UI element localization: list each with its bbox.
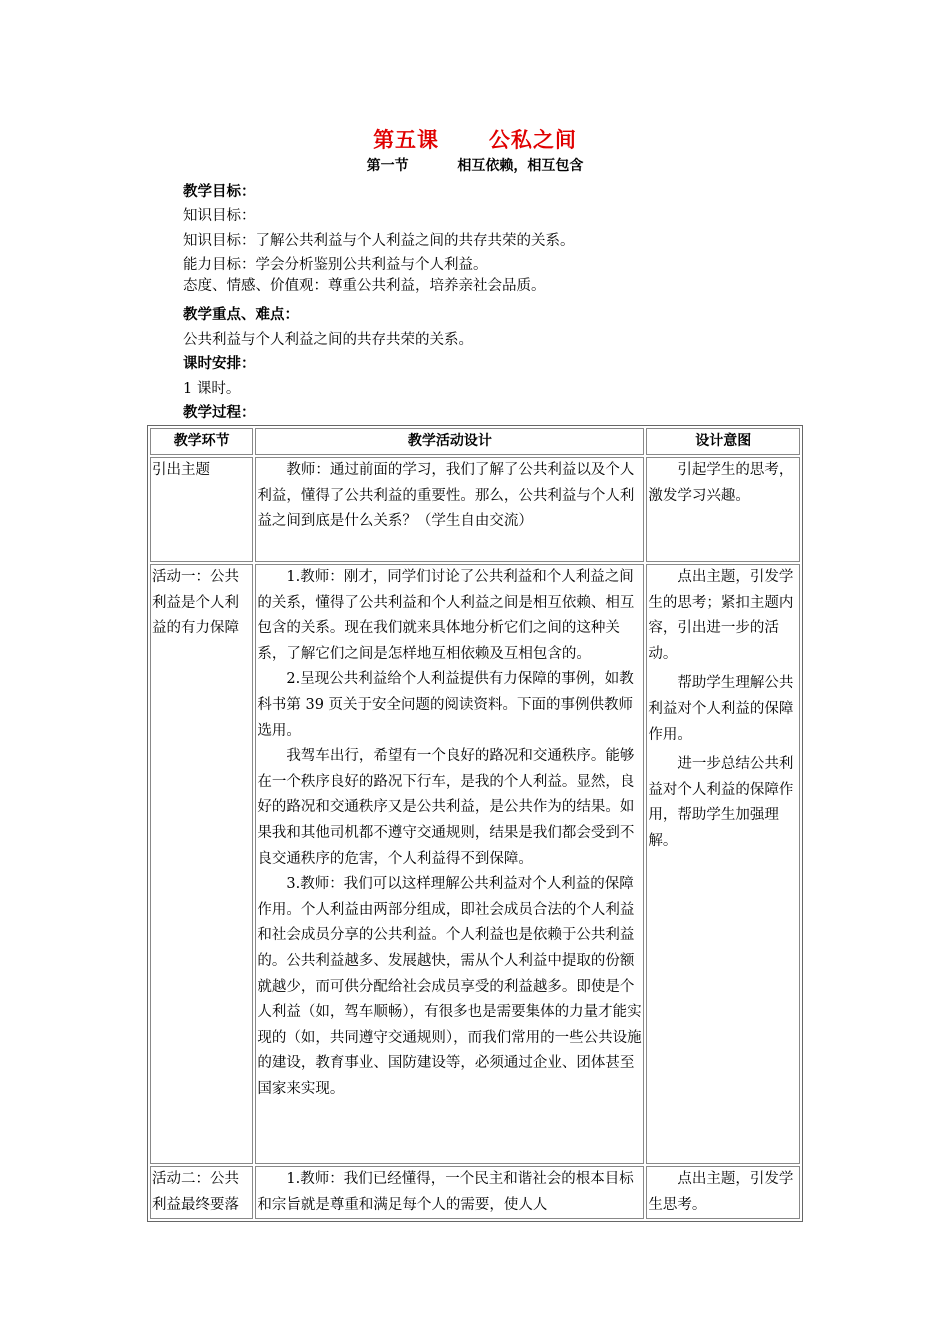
stage-text: 活动一：公共利益是个人利益的有力保障 (152, 569, 239, 637)
intent-cell (646, 457, 800, 562)
teaching-process-table (147, 425, 803, 1222)
table-row (150, 457, 800, 562)
table-header-row (150, 428, 800, 455)
schedule-text: 1 课时。 (183, 381, 241, 397)
objectives-heading: 教学目标： (183, 184, 256, 200)
intent-cell (646, 564, 800, 1164)
header-intent: 设计意图 (646, 428, 800, 455)
key-points-text: 公共利益与个人利益之间的共存共荣的关系。 (183, 332, 473, 348)
process-heading: 教学过程： (183, 405, 256, 421)
intent-paragraph: 点出主题，引发学生思考。 (648, 1171, 794, 1213)
stage-cell (150, 457, 253, 562)
activity-paragraph: 我驾车出行，希望有一个良好的路况和交通秩序。能够在一个秩序良好的路况下行车，是我的个人利益。显然，良好的路况和交通秩序又是公共利益，是公共作为的结果。如果我和其他司机都不遵守交通规则，结果是我们都会受到不良交通秩序的危害，个人利益得不到保障。 (257, 748, 635, 867)
activity-paragraph: 2.呈现公共利益给个人利益提供有力保障的事例，如教科书第 39 页关于安全问题的阅读资料。下面的事例供教师选用。 (257, 671, 634, 739)
intent-paragraph: 引起学生的思考，激发学习兴趣。 (648, 462, 794, 504)
section-subtitle: 第一节 相互依赖，相互包含 (366, 158, 584, 174)
stage-cell (150, 564, 253, 1164)
header-stage: 教学环节 (150, 428, 253, 455)
activity-paragraph: 1.教师：我们已经懂得，一个民主和谐社会的根本目标和宗旨就是尊重和满足每个人的需要，使人人 (257, 1171, 634, 1213)
activity-paragraph: 教师：通过前面的学习，我们了解了公共利益以及个人利益，懂得了公共利益的重要性。那么，公共利益与个人利益之间到底是什么关系？（学生自由交流） (257, 462, 635, 530)
stage-text: 引出主题 (152, 462, 210, 478)
table-row (150, 1166, 800, 1219)
table-row (150, 564, 800, 1164)
intent-paragraph: 点出主题，引发学生的思考；紧扣主题内容，引出进一步的活动。 (648, 569, 794, 662)
ability-goal: 能力目标：学会分析鉴别公共利益与个人利益。 (183, 257, 488, 273)
key-points-heading: 教学重点、难点： (183, 307, 299, 323)
attitude-goal: 态度、情感、价值观：尊重公共利益，培养亲社会品质。 (183, 278, 546, 294)
stage-cell (150, 1166, 253, 1219)
header-activity: 教学活动设计 (255, 428, 644, 455)
activity-cell (255, 457, 644, 562)
activity-cell (255, 1166, 644, 1219)
intent-cell (646, 1166, 800, 1219)
activity-paragraph: 1.教师：刚才，同学们讨论了公共利益和个人利益之间的关系，懂得了公共利益和个人利益之间是相互依赖、相互包含的关系。现在我们就来具体地分析它们之间的这种关系，了解它们之间是怎样地互相依赖及互相包含的。 (257, 569, 635, 662)
knowledge-label: 知识目标： (183, 208, 256, 224)
knowledge-goal: 知识目标：了解公共利益与个人利益之间的共存共荣的关系。 (183, 233, 575, 249)
intent-paragraph: 进一步总结公共利益对个人利益的保障作用，帮助学生加强理解。 (648, 756, 794, 849)
activity-paragraph: 3.教师：我们可以这样理解公共利益对个人利益的保障作用。个人利益由两部分组成，即社会成员合法的个人利益和社会成员分享的公共利益。个人利益也是依赖于公共利益的。公共利益越多、发展越快，需从个人利益中提取的份额就越少，而可供分配给社会成员享受的利益越多。即使是个人利益（如，驾车顺畅），有很多也是需要集体的力量才能实现的（如，共同遵守交通规则），而我们常用的一些公共设施的建设，教育事业、国防建设等，必须通过企业、团体甚至国家来实现。 (257, 876, 642, 1097)
schedule-heading: 课时安排： (183, 356, 256, 372)
lesson-title: 第五课 公私之间 (373, 128, 577, 152)
activity-cell (255, 564, 644, 1164)
intent-paragraph: 帮助学生理解公共利益对个人利益的保障作用。 (648, 675, 794, 743)
stage-text: 活动二：公共利益最终要落 (152, 1171, 239, 1213)
